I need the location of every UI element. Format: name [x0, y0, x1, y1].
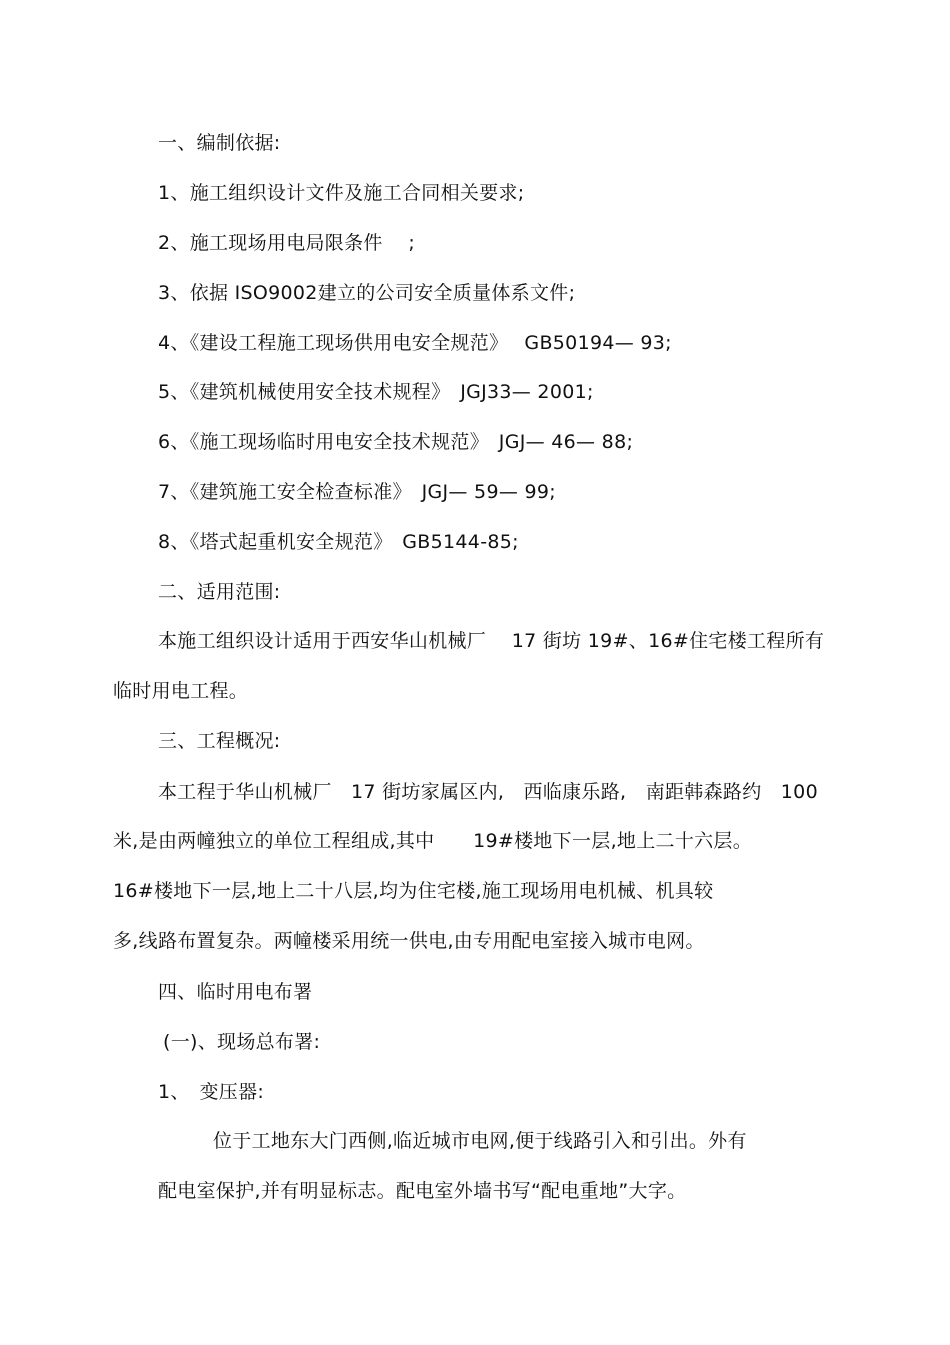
- basis-item-3: 3、依据 ISO9002建立的公司安全质量体系文件;: [158, 282, 576, 304]
- overview-paragraph-line-1: 本工程于华山机械厂 17 街坊家属区内, 西临康乐路, 南距韩森路约 100: [158, 781, 818, 803]
- heading-scope: 二、适用范围:: [158, 581, 281, 603]
- scope-paragraph-line-2: 临时用电工程。: [113, 680, 249, 702]
- basis-item-2: 2、施工现场用电局限条件 ;: [158, 232, 416, 254]
- scope-paragraph-line-1: 本施工组织设计适用于西安华山机械厂 17 街坊 19#、16#住宅楼工程所有: [158, 630, 825, 652]
- heading-temporary-power-layout: 四、临时用电布署: [158, 981, 313, 1003]
- basis-item-6: 6、《施工现场临时用电安全技术规范》 JGJ— 46— 88;: [158, 431, 634, 453]
- heading-project-overview: 三、工程概况:: [158, 730, 281, 752]
- transformer-paragraph-line-2: 配电室保护,并有明显标志。配电室外墙书写“配电重地”大字。: [158, 1180, 687, 1202]
- basis-item-8: 8、《塔式起重机安全规范》 GB5144-85;: [158, 531, 519, 553]
- heading-compilation-basis: 一、编制依据:: [158, 132, 281, 154]
- basis-item-1: 1、施工组织设计文件及施工合同相关要求;: [158, 182, 525, 204]
- overview-paragraph-line-3: 16#楼地下一层,地上二十八层,均为住宅楼,施工现场用电机械、机具较: [113, 880, 714, 902]
- transformer-paragraph-line-1: 位于工地东大门西侧,临近城市电网,便于线路引入和引出。外有: [213, 1130, 747, 1152]
- item-transformer: 1、 变压器:: [158, 1081, 265, 1103]
- overview-paragraph-line-2: 米,是由两幢独立的单位工程组成,其中 19#楼地下一层,地上二十六层。: [113, 830, 753, 852]
- basis-item-7: 7、《建筑施工安全检查标准》 JGJ— 59— 99;: [158, 481, 556, 503]
- overview-paragraph-line-4: 多,线路布置复杂。两幢楼采用统一供电,由专用配电室接入城市电网。: [113, 930, 705, 952]
- basis-item-5: 5、《建筑机械使用安全技术规程》 JGJ33— 2001;: [158, 381, 594, 403]
- subheading-site-layout: (一)、现场总布署:: [163, 1031, 321, 1053]
- basis-item-4: 4、《建设工程施工现场供用电安全规范》 GB50194— 93;: [158, 332, 672, 354]
